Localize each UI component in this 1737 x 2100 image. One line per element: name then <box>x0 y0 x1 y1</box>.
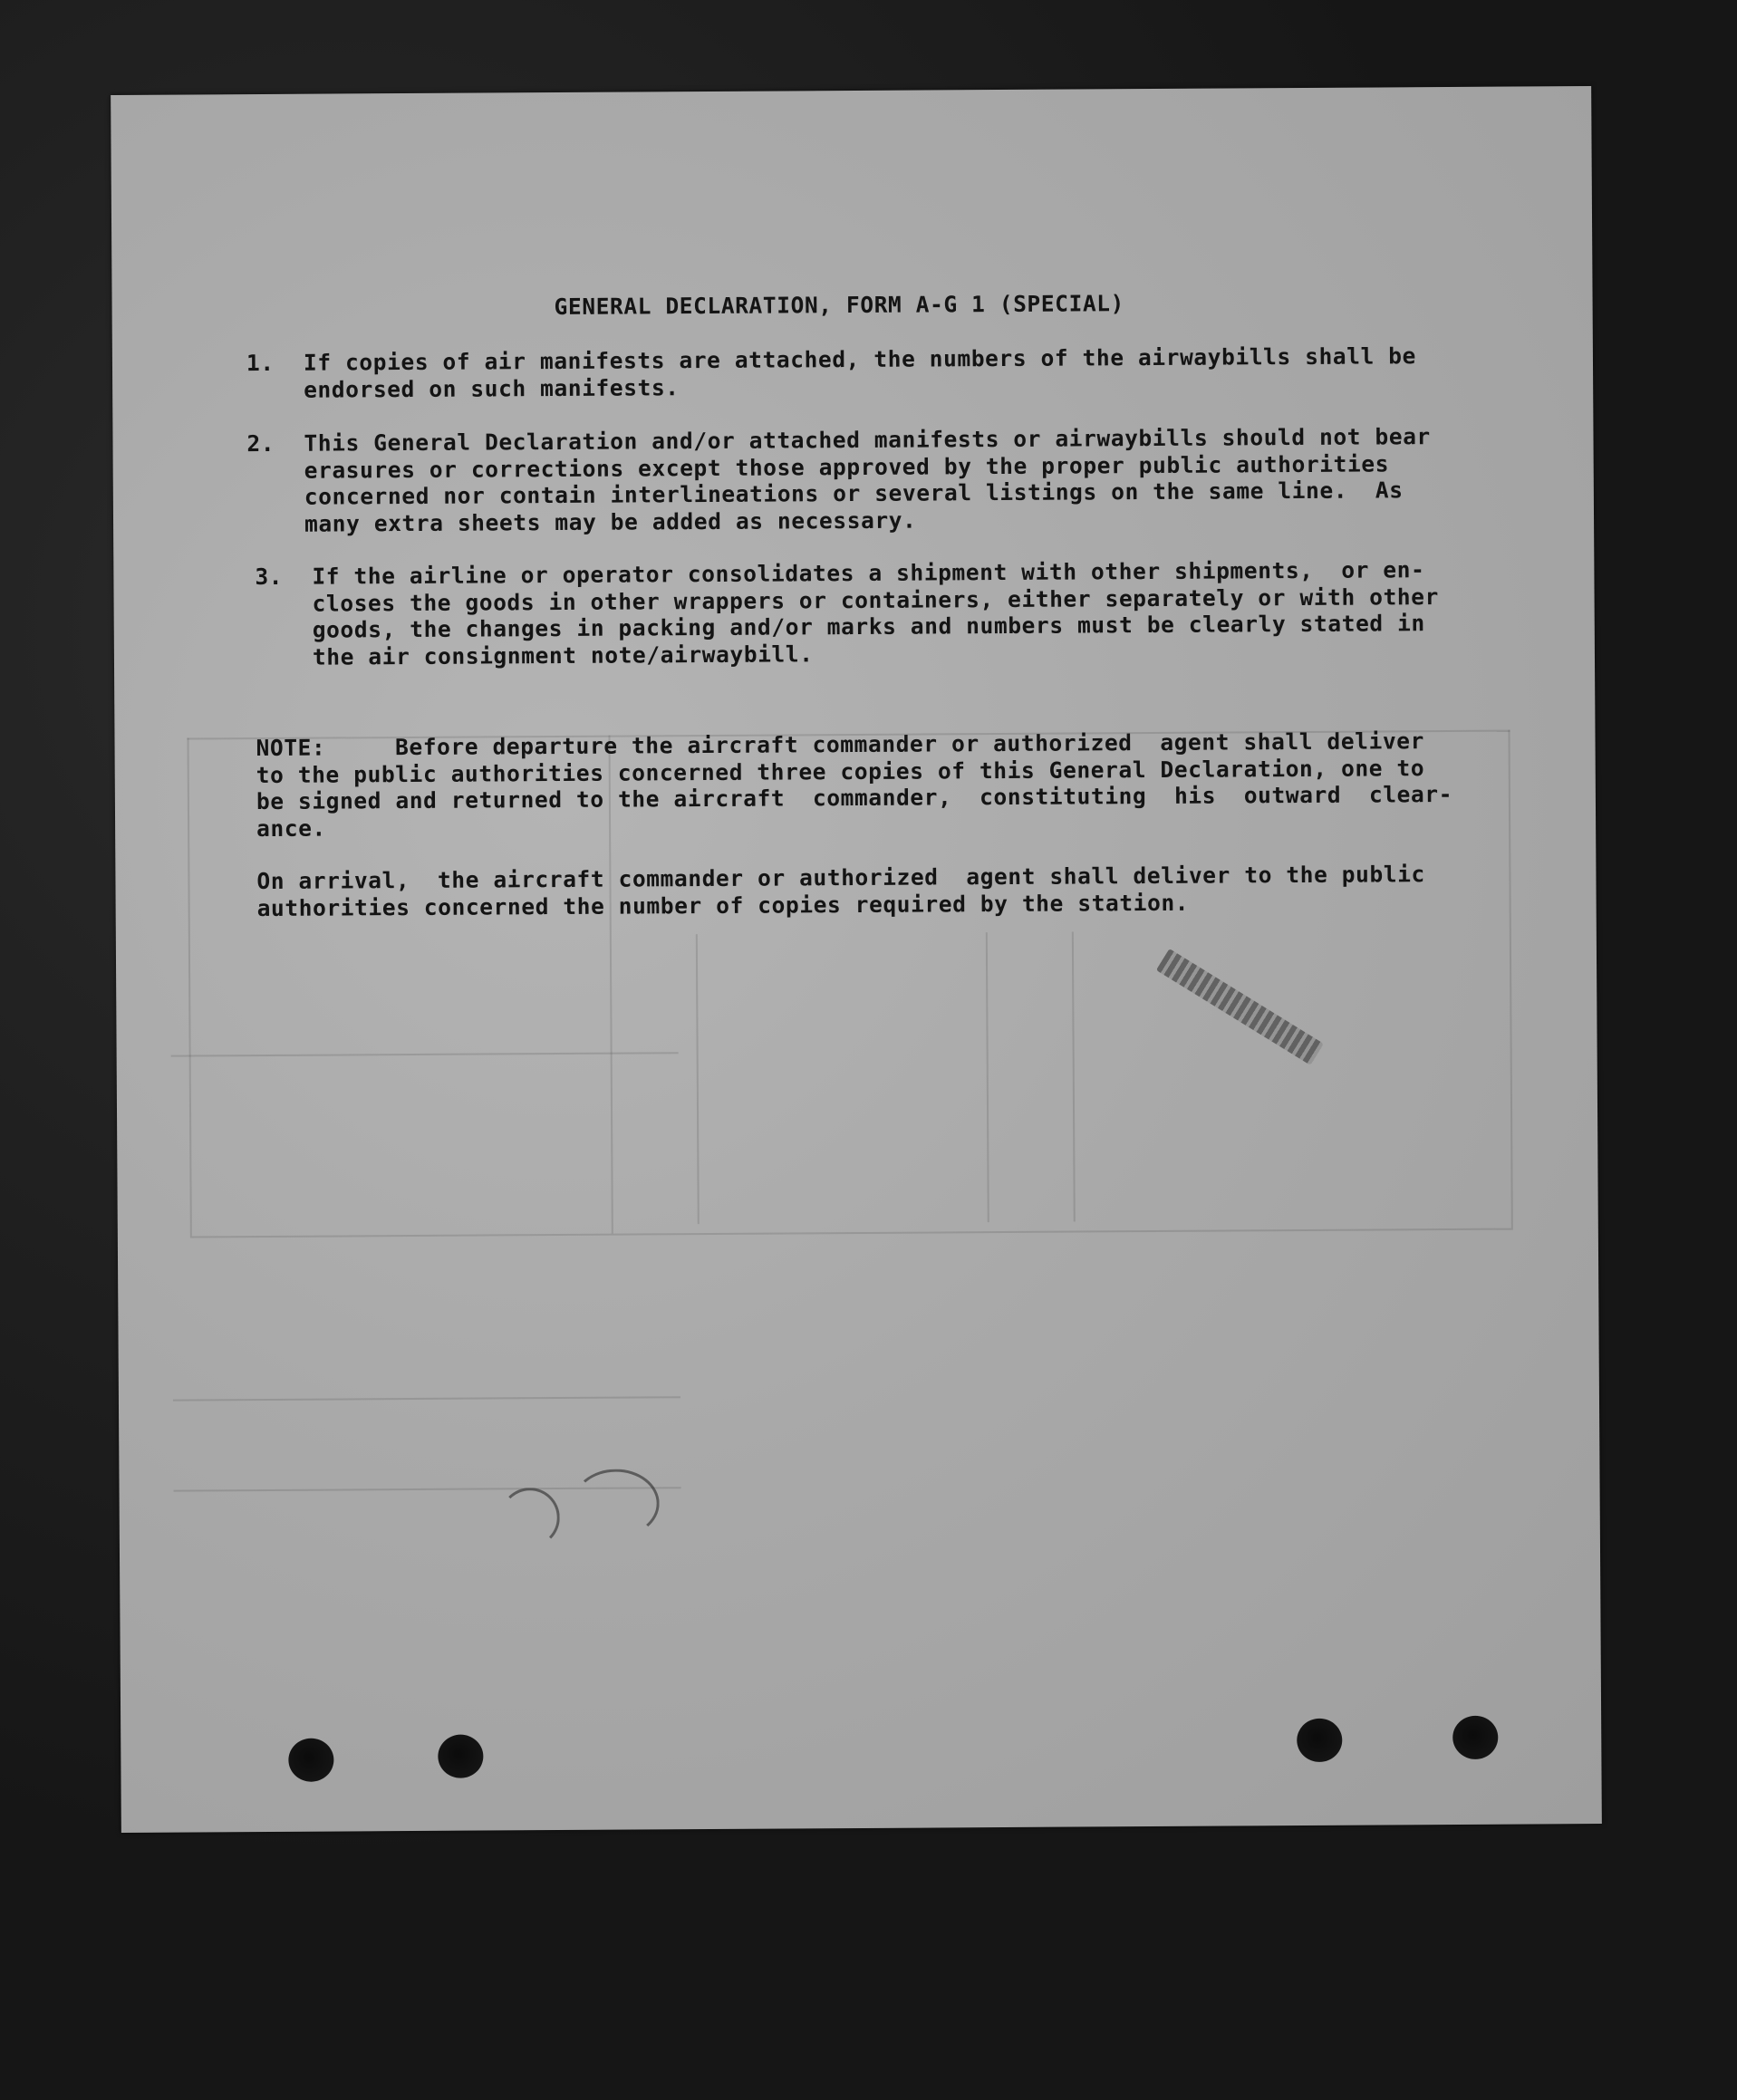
handwritten-scrawl <box>572 1469 659 1538</box>
bleed-through-line <box>696 934 700 1224</box>
handwritten-scrawl <box>500 1488 560 1547</box>
bleed-through-line <box>187 737 191 1236</box>
bleed-through-line <box>986 932 989 1222</box>
bleed-through-line <box>171 1052 679 1056</box>
note-line: be signed and returned to the aircraft commander, constituting his outward clear- <box>256 780 1453 815</box>
numbered-item <box>246 342 1479 403</box>
numbered-item <box>255 556 1487 670</box>
bleed-through-line <box>1072 932 1076 1222</box>
item-number: 2. <box>246 429 275 458</box>
bleed-through-line <box>190 1228 1513 1238</box>
arrival-line: authorities concerned the number of copies required by the station. <box>256 889 1190 921</box>
punch-hole <box>438 1735 483 1778</box>
item-line: closes the goods in other wrappers or containers, either separately or with other <box>312 583 1440 617</box>
item-line: If the airline or operator consolidates a shipment with other shipments, or en- <box>312 556 1425 590</box>
punch-hole <box>288 1739 333 1782</box>
item-number: 1. <box>246 349 275 377</box>
note-line: to the public authorities concerned three copies of this General Declaration, one to <box>256 754 1425 788</box>
item-line: erasures or corrections except those approved by the proper public authorities <box>304 449 1390 484</box>
punch-hole <box>1297 1719 1342 1762</box>
item-line: endorsed on such manifests. <box>304 373 680 403</box>
item-line: If copies of air manifests are attached, the numbers of the airwaybills shall be <box>303 342 1417 376</box>
note-line: ance. <box>256 814 326 842</box>
item-line: concerned nor contain interlineations or several listings on the same line. As <box>304 477 1404 510</box>
item-line: This General Declaration and/or attached manifests or airwaybills should not bear <box>304 423 1431 457</box>
item-line: many extra sheets may be added as necessary. <box>304 506 917 537</box>
note-line: NOTE: Before departure the aircraft commander or authorized agent shall deliver <box>256 727 1425 762</box>
bleed-through-line <box>173 1396 680 1401</box>
document-page <box>111 86 1602 1833</box>
bleed-through-line <box>1508 730 1512 1228</box>
numbered-item <box>246 423 1479 537</box>
rubber-stamp-mark <box>1156 949 1324 1065</box>
punch-hole <box>1452 1716 1498 1759</box>
item-line: the air consignment note/airwaybill. <box>312 640 814 670</box>
item-number: 3. <box>255 563 284 591</box>
item-line: goods, the changes in packing and/or marks and numbers must be clearly stated in <box>312 610 1425 643</box>
document-title: GENERAL DECLARATION, FORM A-G 1 (SPECIAL) <box>554 290 1125 321</box>
arrival-line: On arrival, the aircraft commander or authorized agent shall deliver to the public <box>256 861 1425 895</box>
